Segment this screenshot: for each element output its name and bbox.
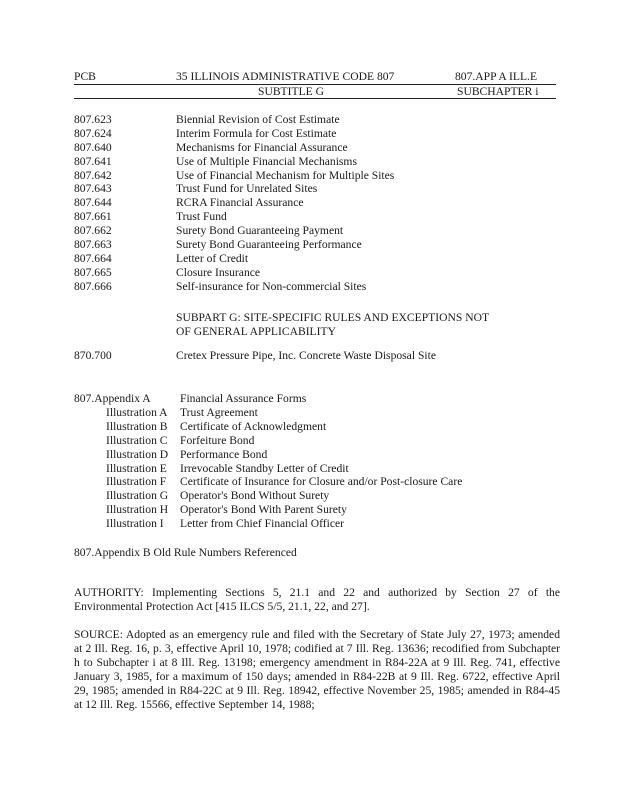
section-number: 807.661	[74, 210, 112, 224]
section-row	[74, 113, 574, 127]
illustration-row	[106, 462, 462, 476]
section-title: Surety Bond Guaranteeing Performance	[176, 238, 362, 252]
authority-note: AUTHORITY: Implementing Sections 5, 21.1 and 22 and authorized by Section 27 of the Environmental Protection Act [415 ILCS 5/5, 21.1, 22, and 27].	[74, 586, 560, 613]
illustration-label: Illustration G	[106, 489, 169, 503]
header-subchapter: SUBCHAPTER i	[457, 85, 539, 98]
illustration-label: Illustration C	[106, 433, 168, 447]
appendix-a-title: Financial Assurance Forms	[180, 392, 307, 405]
illustration-title: Letter from Chief Financial Officer	[180, 517, 344, 531]
section-row	[74, 252, 574, 266]
header-rule-2	[74, 98, 556, 99]
illustration-row	[106, 406, 462, 420]
appendix-a-row	[74, 392, 306, 405]
illustration-row	[106, 475, 462, 489]
section-title: Mechanisms for Financial Assurance	[176, 140, 348, 154]
section-row	[74, 210, 574, 224]
illustration-title: Forfeiture Bond	[180, 433, 255, 447]
illustration-row	[106, 503, 462, 517]
appendix-b-row: 807.Appendix B Old Rule Numbers Referenced	[74, 546, 297, 559]
source-note: SOURCE: Adopted as an emergency rule and filed with the Secretary of State July 27, 1973; amended at 2 Ill. Reg. 16, p. 3, effective April 10, 1978; codified at 7 Ill. Reg. 13636; recodified from Subchapter h to Subchapter i at 8 Ill. Reg. 13198; emergency amendment in R84-22A at 9 Ill. Reg. 741, effective January 3, 1985, for a maximum of 150 days; amended in R84-22B at 9 Ill. Reg. 6722, effective April 29, 1985; amended in R84-22C at 9 Ill. Reg. 18942, effective November 25, 1985; amended in R84-45 at 12 Ill. Reg. 15566, effective September 14, 1988;	[74, 628, 560, 711]
section-row	[74, 141, 574, 155]
illustration-title: Irrevocable Standby Letter of Credit	[180, 461, 349, 475]
section-title: Trust Fund	[176, 210, 227, 224]
illustration-title: Certificate of Acknowledgment	[180, 419, 327, 433]
illustration-label: Illustration A	[106, 406, 168, 419]
section-number: 870.700	[74, 349, 112, 362]
appendix-a-number: 807.Appendix A	[74, 392, 151, 405]
illustration-title: Certificate of Insurance for Closure and/or Post-closure Care	[180, 475, 463, 489]
section-number: 807.623	[74, 113, 112, 126]
section-row-cretex	[74, 349, 436, 362]
illustration-title: Operator's Bond With Parent Surety	[180, 503, 347, 517]
section-row	[74, 182, 574, 196]
section-title: Trust Fund for Unrelated Sites	[176, 182, 318, 196]
section-number: 807.663	[74, 238, 112, 252]
section-number: 807.664	[74, 251, 112, 265]
section-number: 807.665	[74, 265, 112, 279]
section-row	[74, 155, 574, 169]
section-title: Letter of Credit	[176, 251, 249, 265]
section-number: 807.642	[74, 168, 112, 182]
section-number: 807.666	[74, 279, 112, 293]
illustration-title: Trust Agreement	[180, 406, 258, 419]
section-title: Biennial Revision of Cost Estimate	[176, 113, 340, 126]
section-title: Cretex Pressure Pipe, Inc. Concrete Waste Disposal Site	[176, 349, 436, 362]
section-row	[74, 266, 574, 280]
section-row	[74, 224, 574, 238]
section-row	[74, 196, 574, 210]
section-title: Closure Insurance	[176, 265, 261, 279]
section-list	[74, 113, 574, 294]
section-title: Use of Multiple Financial Mechanisms	[176, 154, 357, 168]
section-number: 807.644	[74, 196, 112, 210]
section-title: Interim Formula for Cost Estimate	[176, 126, 337, 140]
illustration-label: Illustration E	[106, 461, 167, 475]
header-code-title: 35 ILLINOIS ADMINISTRATIVE CODE 807	[176, 70, 395, 83]
section-title: Surety Bond Guaranteeing Payment	[176, 224, 344, 238]
section-row	[74, 169, 574, 183]
illustration-row	[106, 448, 462, 462]
section-number: 807.624	[74, 126, 112, 140]
illustration-row	[106, 489, 462, 503]
illustration-label: Illustration B	[106, 419, 168, 433]
illustration-row	[106, 420, 462, 434]
illustration-label: Illustration I	[106, 517, 164, 531]
header-agency: PCB	[74, 70, 96, 83]
illustration-list	[106, 406, 462, 531]
section-row	[74, 238, 574, 252]
illustration-label: Illustration H	[106, 503, 169, 517]
illustration-row	[106, 517, 462, 531]
section-title: RCRA Financial Assurance	[176, 196, 304, 210]
header-subtitle: SUBTITLE G	[258, 85, 325, 98]
illustration-label: Illustration D	[106, 447, 169, 461]
illustration-label: Illustration F	[106, 475, 167, 489]
header-section: 807.APP A ILL.E	[455, 70, 538, 83]
section-number: 807.662	[74, 224, 112, 238]
subpart-g-heading	[176, 311, 536, 339]
section-number: 807.640	[74, 140, 112, 154]
subpart-g-line1: SUBPART G: SITE-SPECIFIC RULES AND EXCEPTIONS NOT	[176, 311, 490, 324]
section-number: 807.643	[74, 182, 112, 196]
section-number: 807.641	[74, 154, 112, 168]
illustration-title: Operator's Bond Without Surety	[180, 489, 330, 503]
section-row	[74, 280, 574, 294]
section-title: Self-insurance for Non-commercial Sites	[176, 279, 367, 293]
illustration-title: Performance Bond	[180, 447, 268, 461]
subpart-g-line2: OF GENERAL APPLICABILITY	[176, 325, 336, 338]
section-title: Use of Financial Mechanism for Multiple Sites	[176, 168, 395, 182]
section-row	[74, 127, 574, 141]
illustration-row	[106, 434, 462, 448]
